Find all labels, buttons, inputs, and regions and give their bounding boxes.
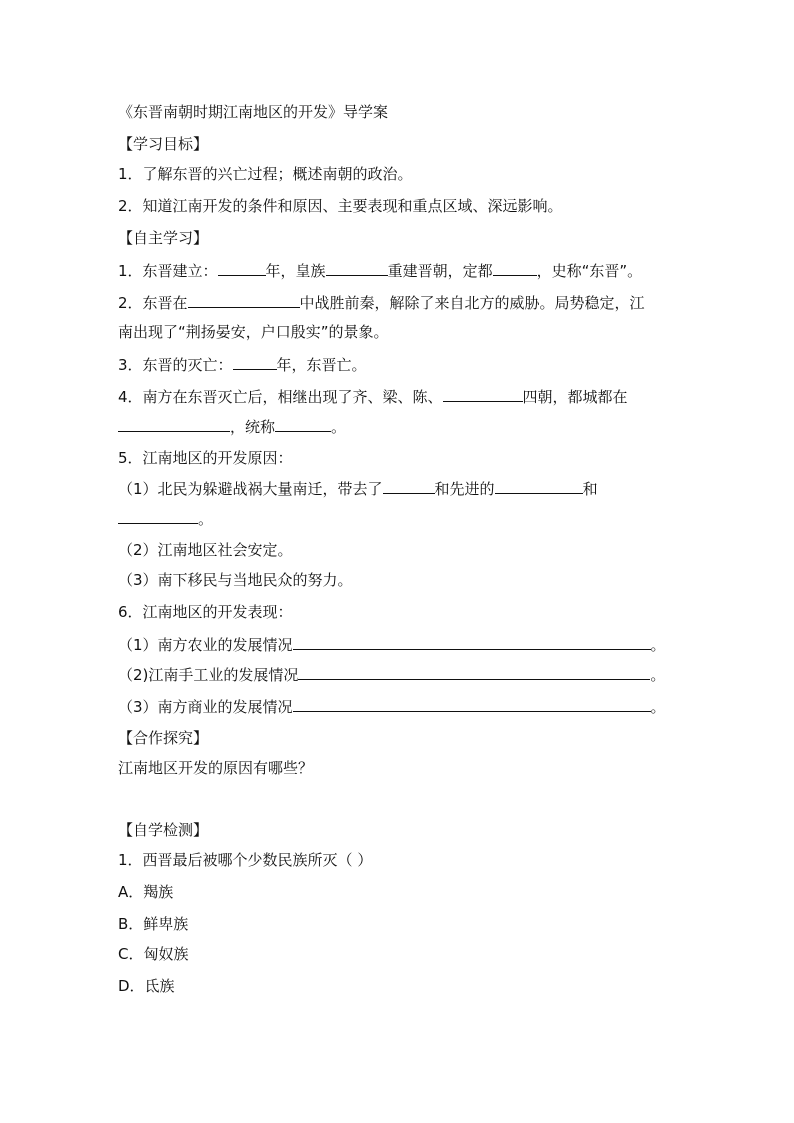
question-6-point-3 <box>118 696 666 717</box>
question-4-text-a: 4．南方在东晋灭亡后，相继出现了齐、梁、陈、 <box>118 388 443 406</box>
question-6-p2-label: （2)江南手工业的发展情况 <box>118 666 299 684</box>
option-c[interactable]: C．匈奴族 <box>118 945 189 963</box>
question-3-text-a: 3．东晋的灭亡： <box>118 356 233 374</box>
question-1-text-b: 年，皇族 <box>265 262 326 280</box>
objective-1: 1．了解东晋的兴亡过程；概述南朝的政治。 <box>118 165 413 183</box>
question-5-p1-b: 和先进的 <box>434 480 495 498</box>
blank-city[interactable] <box>118 416 230 432</box>
question-6-p3-label: （3）南方商业的发展情况 <box>118 698 293 716</box>
question-5-point-1-cont <box>118 508 213 529</box>
question-5-p1-c: 和 <box>582 480 598 498</box>
question-4 <box>118 386 628 407</box>
self-study-header: 【自主学习】 <box>118 229 209 247</box>
question-1-text-c: 重建晋朝，定都 <box>387 262 493 280</box>
cooperation-question: 江南地区开发的原因有哪些？ <box>118 759 314 777</box>
blank-dynasty[interactable] <box>443 386 523 402</box>
blank-handicraft[interactable] <box>298 664 650 680</box>
objectives-header: 【学习目标】 <box>118 135 209 153</box>
question-5-point-1 <box>118 478 598 499</box>
document-title: 《东晋南朝时期江南地区的开发》导学案 <box>118 103 389 121</box>
blank-royal[interactable] <box>326 260 388 276</box>
blank-commerce[interactable] <box>293 696 651 712</box>
question-6-p3-end: 。 <box>650 698 666 716</box>
blank-agriculture[interactable] <box>293 634 651 650</box>
cooperation-header: 【合作探究】 <box>118 729 209 747</box>
question-2-cont: 南出现了“荆扬晏安，户口殷实”的景象。 <box>118 323 389 341</box>
question-4-text-c: ，统称 <box>230 418 276 436</box>
question-1-text-d: ，史称“东晋”。 <box>536 262 643 280</box>
question-6-point-1 <box>118 634 666 655</box>
question-5-p1-a: （1）北民为躲避战祸大量南迁，带去了 <box>118 480 383 498</box>
question-6-p2-end: 。 <box>650 666 666 684</box>
question-5-p1-d: 。 <box>198 510 214 528</box>
self-check-header: 【自学检测】 <box>118 821 209 839</box>
question-2-text-b: 中战胜前秦，解除了来自北方的威胁。局势稳定，江 <box>299 294 645 312</box>
option-a[interactable]: A．羯族 <box>118 883 174 901</box>
question-4-text-b: 四朝，都城都在 <box>522 388 628 406</box>
blank-year[interactable] <box>218 260 266 276</box>
question-6-p1-end: 。 <box>650 636 666 654</box>
blank-capital[interactable] <box>493 260 537 276</box>
question-6-point-2 <box>118 664 665 685</box>
blank-experience[interactable] <box>118 508 198 524</box>
question-5-point-2: （2）江南地区社会安定。 <box>118 541 293 559</box>
question-6-p1-label: （1）南方农业的发展情况 <box>118 636 293 654</box>
question-6-title: 6．江南地区的开发表现： <box>118 603 293 621</box>
option-d[interactable]: D．氐族 <box>118 977 175 995</box>
question-4-cont <box>118 416 346 437</box>
blank-battle[interactable] <box>188 292 300 308</box>
question-3-text-b: 年，东晋亡。 <box>276 356 367 374</box>
blank-collective-name[interactable] <box>275 416 331 432</box>
blank-end-year[interactable] <box>233 354 277 370</box>
objective-2: 2．知道江南开发的条件和原因、主要表现和重点区域、深远影响。 <box>118 197 563 215</box>
blank-labor[interactable] <box>383 478 435 494</box>
check-question-1: 1．西晋最后被哪个少数民族所灭（ ） <box>118 851 373 869</box>
question-4-text-d: 。 <box>331 418 347 436</box>
question-5-title: 5．江南地区的开发原因： <box>118 449 293 467</box>
question-3 <box>118 354 367 375</box>
blank-technology[interactable] <box>495 478 583 494</box>
question-5-point-3: （3）南下移民与当地民众的努力。 <box>118 571 353 589</box>
question-2-text-a: 2．东晋在 <box>118 294 188 312</box>
question-2 <box>118 292 645 313</box>
question-1-text-a: 1．东晋建立： <box>118 262 218 280</box>
option-b[interactable]: B．鲜卑族 <box>118 915 189 933</box>
question-1 <box>118 260 642 281</box>
